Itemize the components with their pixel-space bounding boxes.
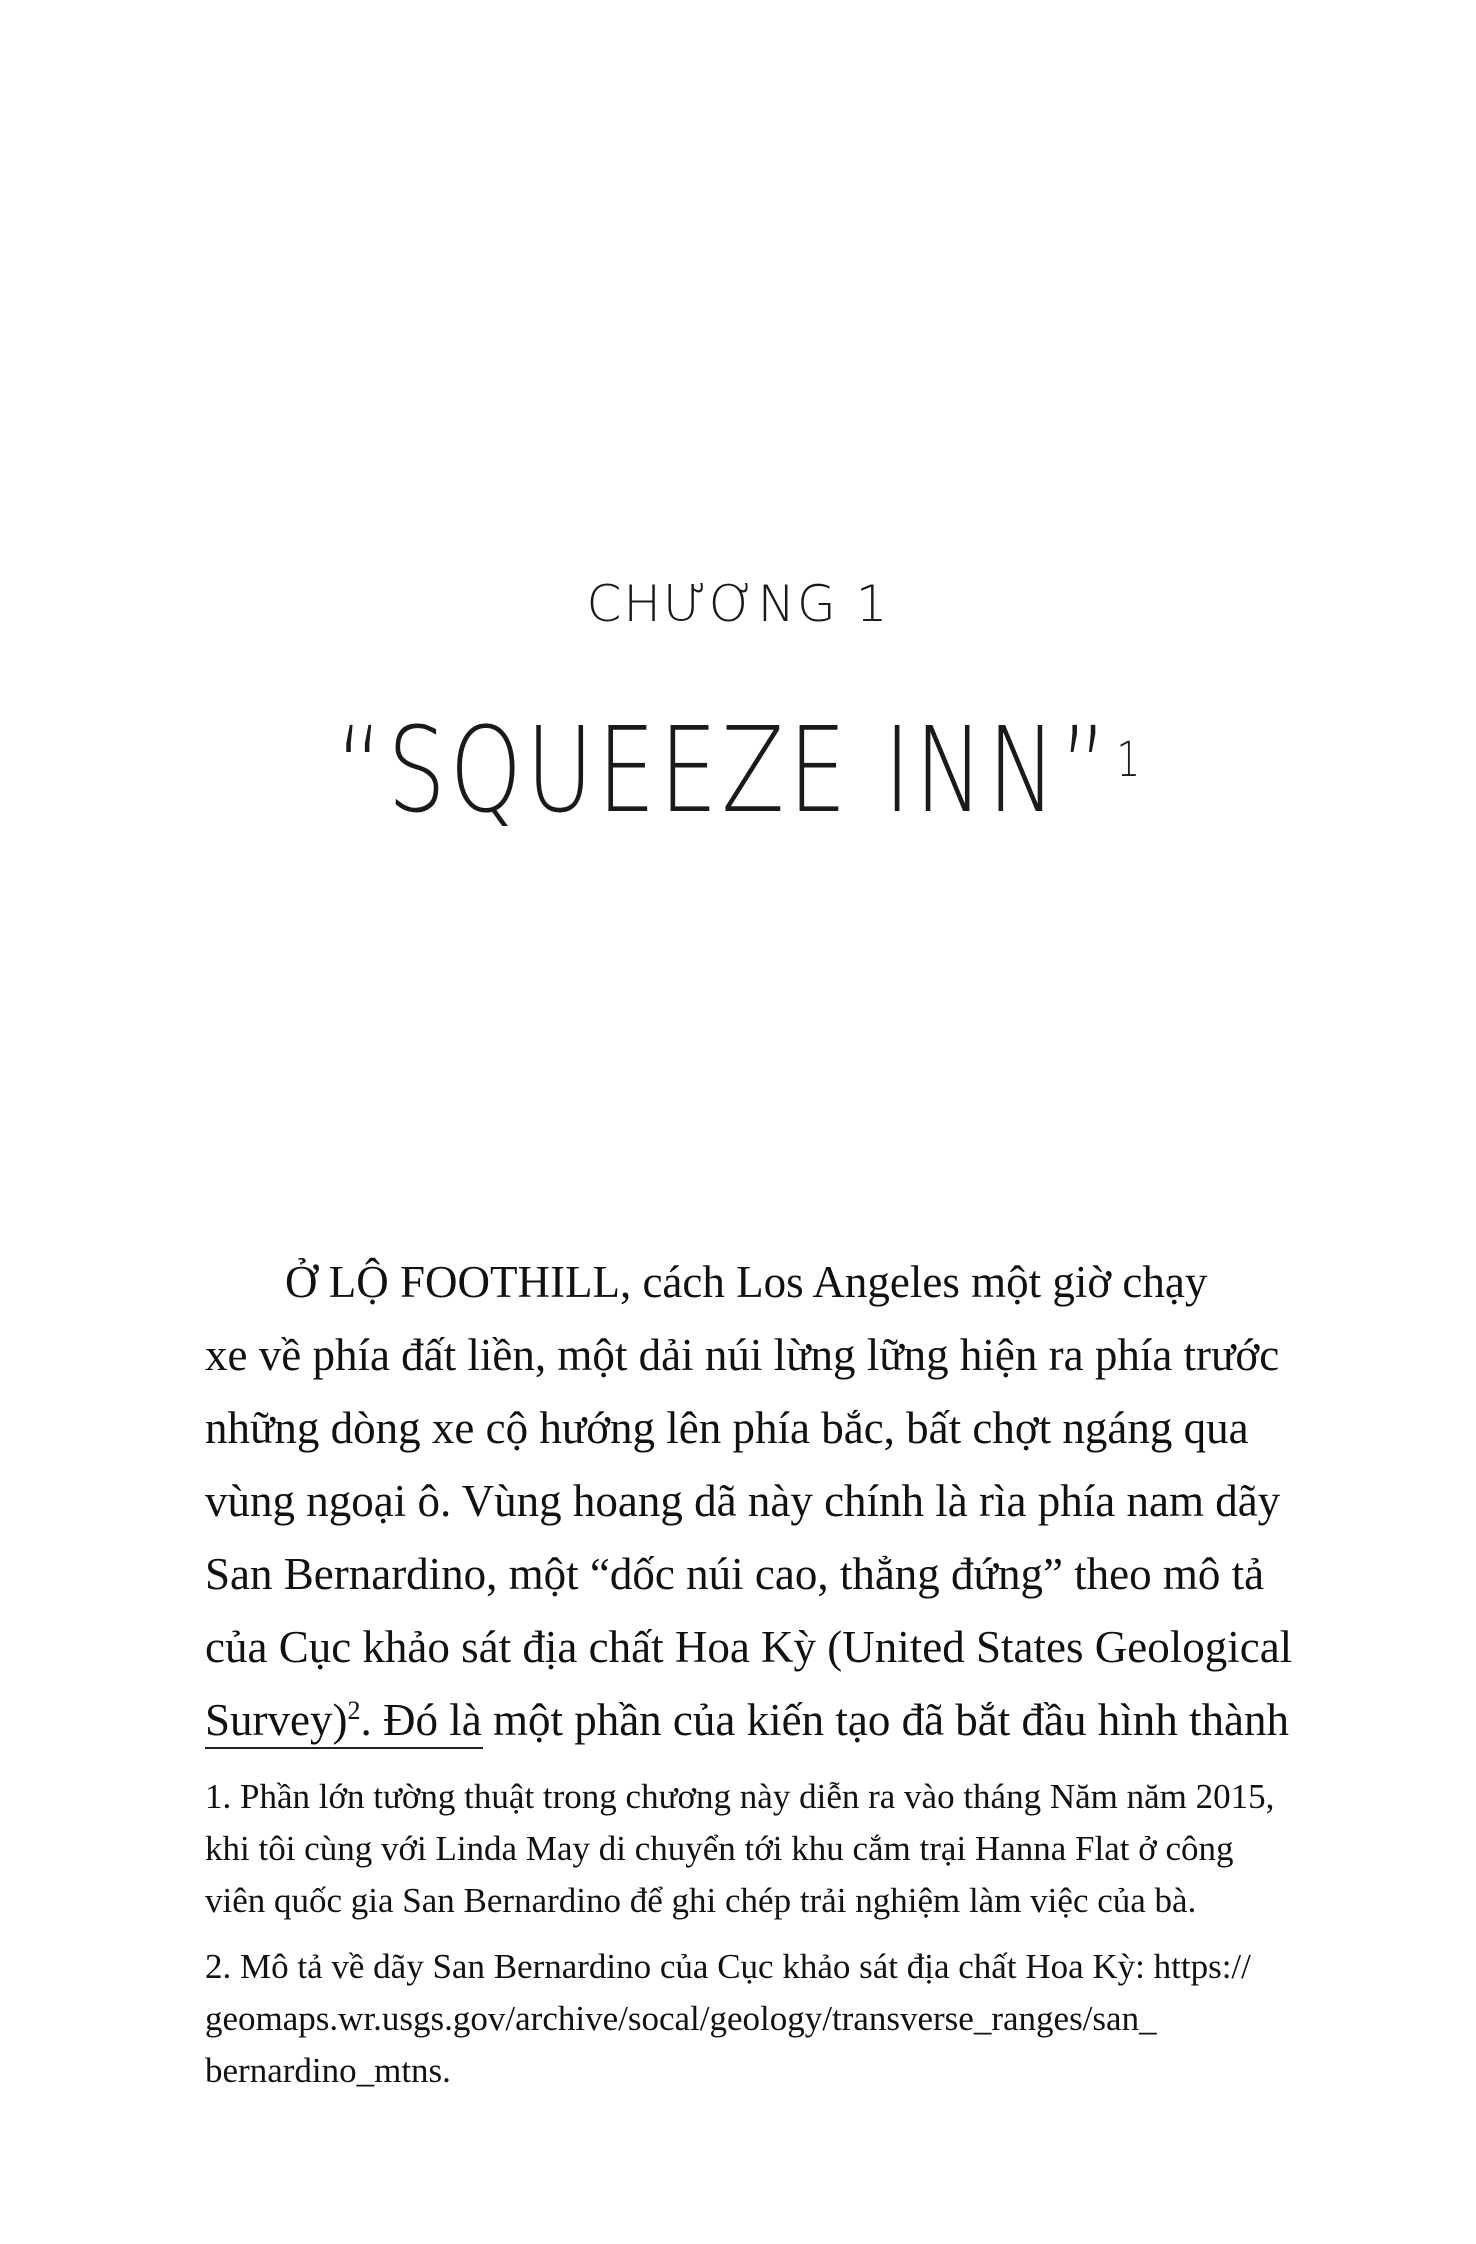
body-text-segment: . Đó là một phần của kiến tạo đã bắt đầu hình thành (360, 1695, 1289, 1745)
footnote-1 (205, 1771, 1330, 1927)
footnote-marker: 2 (347, 1696, 361, 1725)
footnote-line: viên quốc gia San Bernardino để ghi chép trải nghiệm làm việc của bà. (205, 1881, 1197, 1920)
body-text-segment: Survey) (205, 1695, 348, 1745)
footnote-line: 2. Mô tả về dãy San Bernardino của Cục khảo sát địa chất Hoa Kỳ: https:// (205, 1947, 1251, 1986)
body-line: của Cục khảo sát địa chất Hoa Kỳ (United States Geological (205, 1622, 1293, 1672)
chapter-title-footnote-marker: 1 (1116, 732, 1141, 788)
body-paragraph (205, 1246, 1330, 1757)
chapter-title-text: “SQUEEZE INN” (335, 701, 1112, 839)
body-line: San Bernardino, một “dốc núi cao, thẳng đứng” theo mô tả (205, 1549, 1265, 1599)
body-line: những dòng xe cộ hướng lên phía bắc, bất chợt ngáng qua (205, 1403, 1249, 1453)
footnote-line: geomaps.wr.usgs.gov/archive/socal/geology/transverse_ranges/san_ (205, 1999, 1157, 2038)
footnote-divider (205, 1747, 483, 1749)
body-line: xe về phía đất liền, một dải núi lừng lững hiện ra phía trước (205, 1330, 1280, 1380)
footnote-line: 1. Phần lớn tường thuật trong chương này diễn ra vào tháng Năm năm 2015, (205, 1777, 1275, 1816)
footnote-line: bernardino_mtns. (205, 2051, 451, 2090)
chapter-label: CHƯƠNG 1 (586, 575, 890, 633)
footnote-line: khi tôi cùng với Linda May di chuyển tới khu cắm trại Hanna Flat ở công (205, 1829, 1234, 1868)
footnotes (205, 1771, 1330, 2111)
chapter-title (162, 700, 1313, 840)
footnote-2 (205, 1941, 1330, 2097)
body-line: vùng ngoại ô. Vùng hoang dã này chính là rìa phía nam dãy (205, 1476, 1281, 1526)
body-line: Ở LỘ FOOTHILL, cách Los Angeles một giờ chạy (285, 1257, 1208, 1307)
